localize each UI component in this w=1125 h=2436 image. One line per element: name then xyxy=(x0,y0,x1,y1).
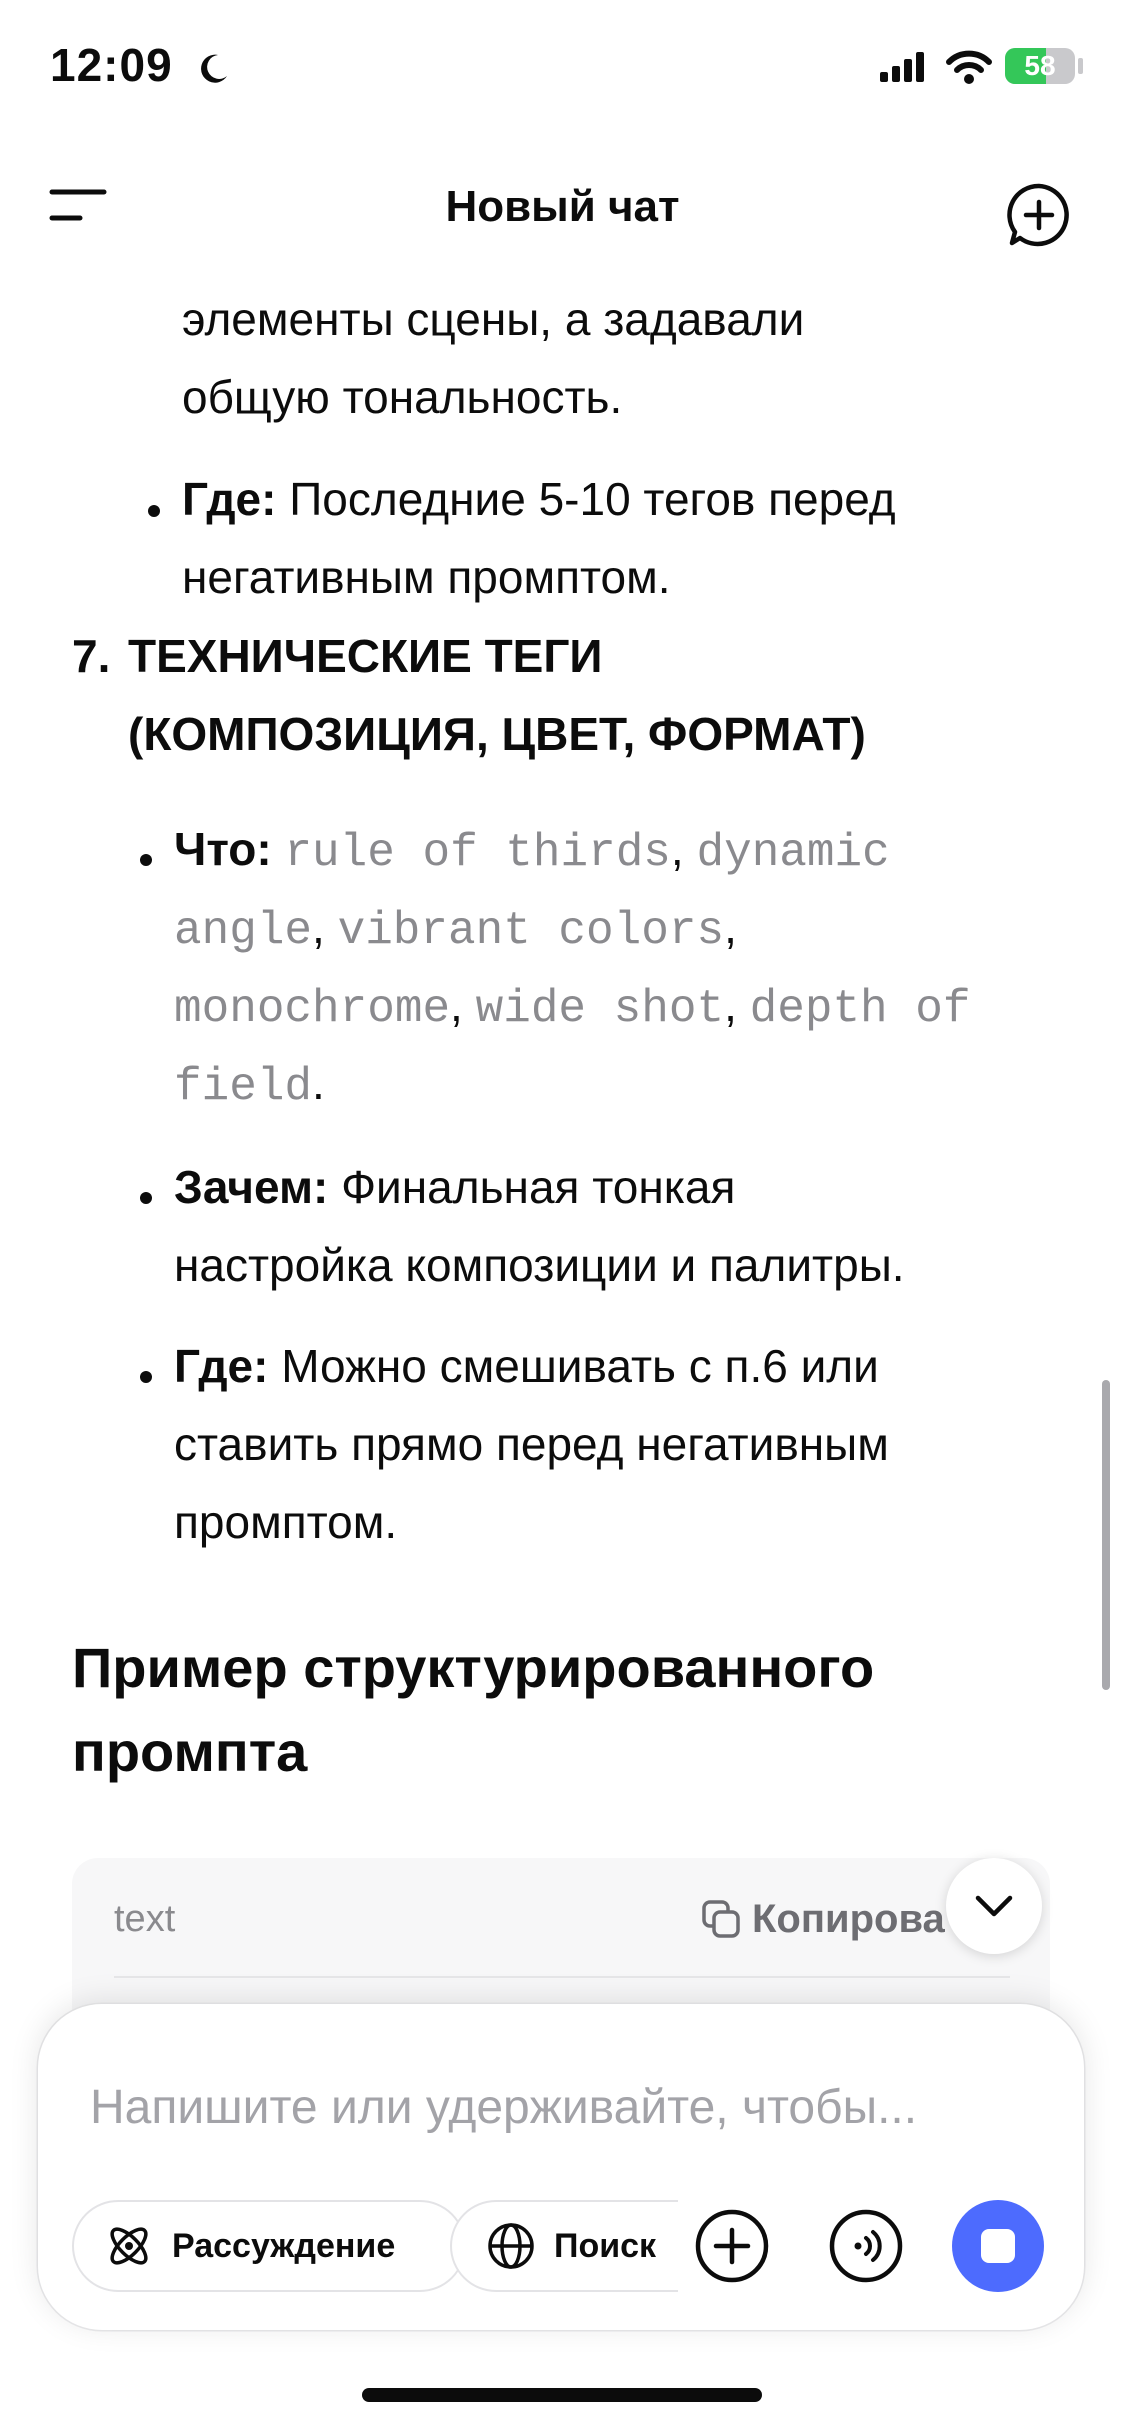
chevron-down-icon xyxy=(974,1894,1014,1918)
battery-percent: 58 xyxy=(1024,50,1056,81)
item-text: Финальная тонкая xyxy=(328,1161,736,1213)
code-tag-part: dynamic xyxy=(696,827,890,879)
code-tag: vibrant colors xyxy=(337,905,725,957)
battery-icon xyxy=(1005,48,1075,84)
voice-button[interactable] xyxy=(824,2204,908,2288)
status-time: 12:09 xyxy=(50,39,173,91)
page-title: Новый чат xyxy=(445,182,680,231)
stop-button[interactable] xyxy=(952,2200,1044,2292)
search-label: Поиск xyxy=(554,2226,657,2265)
copy-icon xyxy=(700,1898,742,1940)
code-tag: wide shot xyxy=(475,983,725,1035)
text-line: ставить прямо перед негативным xyxy=(174,1418,889,1470)
item-text: Можно смешивать с п.6 или xyxy=(268,1340,879,1392)
list-item-why xyxy=(174,1148,735,1226)
text-line: field. xyxy=(174,1057,325,1113)
copy-button[interactable] xyxy=(700,1894,945,1944)
code-tag-part: depth of xyxy=(749,983,971,1035)
battery-cap xyxy=(1078,58,1083,74)
scroll-to-bottom-button[interactable] xyxy=(946,1858,1042,1954)
signal-icon xyxy=(880,52,934,82)
new-chat-icon[interactable] xyxy=(1004,180,1074,250)
item-label: Что: xyxy=(174,823,272,875)
text-line: настройка композиции и палитры. xyxy=(174,1239,905,1291)
code-tag: monochrome xyxy=(174,983,451,1035)
list-number: 7. xyxy=(72,630,111,682)
item-text: Последние 5-10 тегов перед xyxy=(276,473,896,525)
bullet xyxy=(140,854,152,866)
globe-icon xyxy=(486,2221,536,2271)
list-item-title: ТЕХНИЧЕСКИЕ ТЕГИ xyxy=(128,630,603,682)
code-language: text xyxy=(114,1898,176,1940)
bullet xyxy=(140,1192,152,1204)
attach-button[interactable] xyxy=(690,2204,774,2288)
bullet xyxy=(148,505,160,517)
section-heading: Пример структурированного xyxy=(72,1636,875,1699)
item-label: Где: xyxy=(174,1340,269,1392)
text-line: негативным промптом. xyxy=(182,551,671,603)
divider xyxy=(114,1976,1010,1978)
text-line: monochrome, wide shot, depth of xyxy=(174,979,971,1035)
search-toggle[interactable] xyxy=(450,2200,678,2292)
text-line: angle, vibrant colors, xyxy=(174,901,737,957)
code-tag-part: field xyxy=(174,1061,313,1113)
bullet xyxy=(140,1371,152,1383)
list-item-where xyxy=(182,460,896,538)
list-item-what: Что: rule of thirds, dynamic xyxy=(174,823,890,879)
reasoning-label: Рассуждение xyxy=(172,2226,396,2265)
item-label: Где: xyxy=(182,473,277,525)
copy-label: Копирова xyxy=(752,1896,945,1941)
wifi-icon xyxy=(946,50,992,84)
code-tag: rule of thirds xyxy=(284,827,671,879)
section-heading: промпта xyxy=(72,1720,308,1783)
code-tag-part: angle xyxy=(174,905,313,957)
item-label: Зачем: xyxy=(174,1161,329,1213)
home-indicator[interactable] xyxy=(362,2388,762,2402)
composer xyxy=(38,2004,1084,2330)
stop-icon xyxy=(981,2229,1015,2263)
text-line: общую тональность. xyxy=(182,371,623,423)
list-item-title: (КОМПОЗИЦИЯ, ЦВЕТ, ФОРМАТ) xyxy=(128,708,866,760)
list-item-where xyxy=(174,1327,879,1405)
plus-icon xyxy=(694,2208,770,2284)
text-line: промптом. xyxy=(174,1496,398,1548)
text-line: элементы сцены, а задавали xyxy=(182,293,805,345)
reasoning-toggle[interactable] xyxy=(72,2200,466,2292)
nav-bar xyxy=(0,160,1125,260)
moon-icon xyxy=(196,52,230,86)
status-bar xyxy=(0,0,1125,140)
atom-icon xyxy=(104,2221,154,2271)
voice-icon xyxy=(828,2208,904,2284)
scrollbar[interactable] xyxy=(1102,1380,1110,1690)
message-input[interactable]: Напишите или удерживайте, чтобы... xyxy=(90,2081,918,2134)
